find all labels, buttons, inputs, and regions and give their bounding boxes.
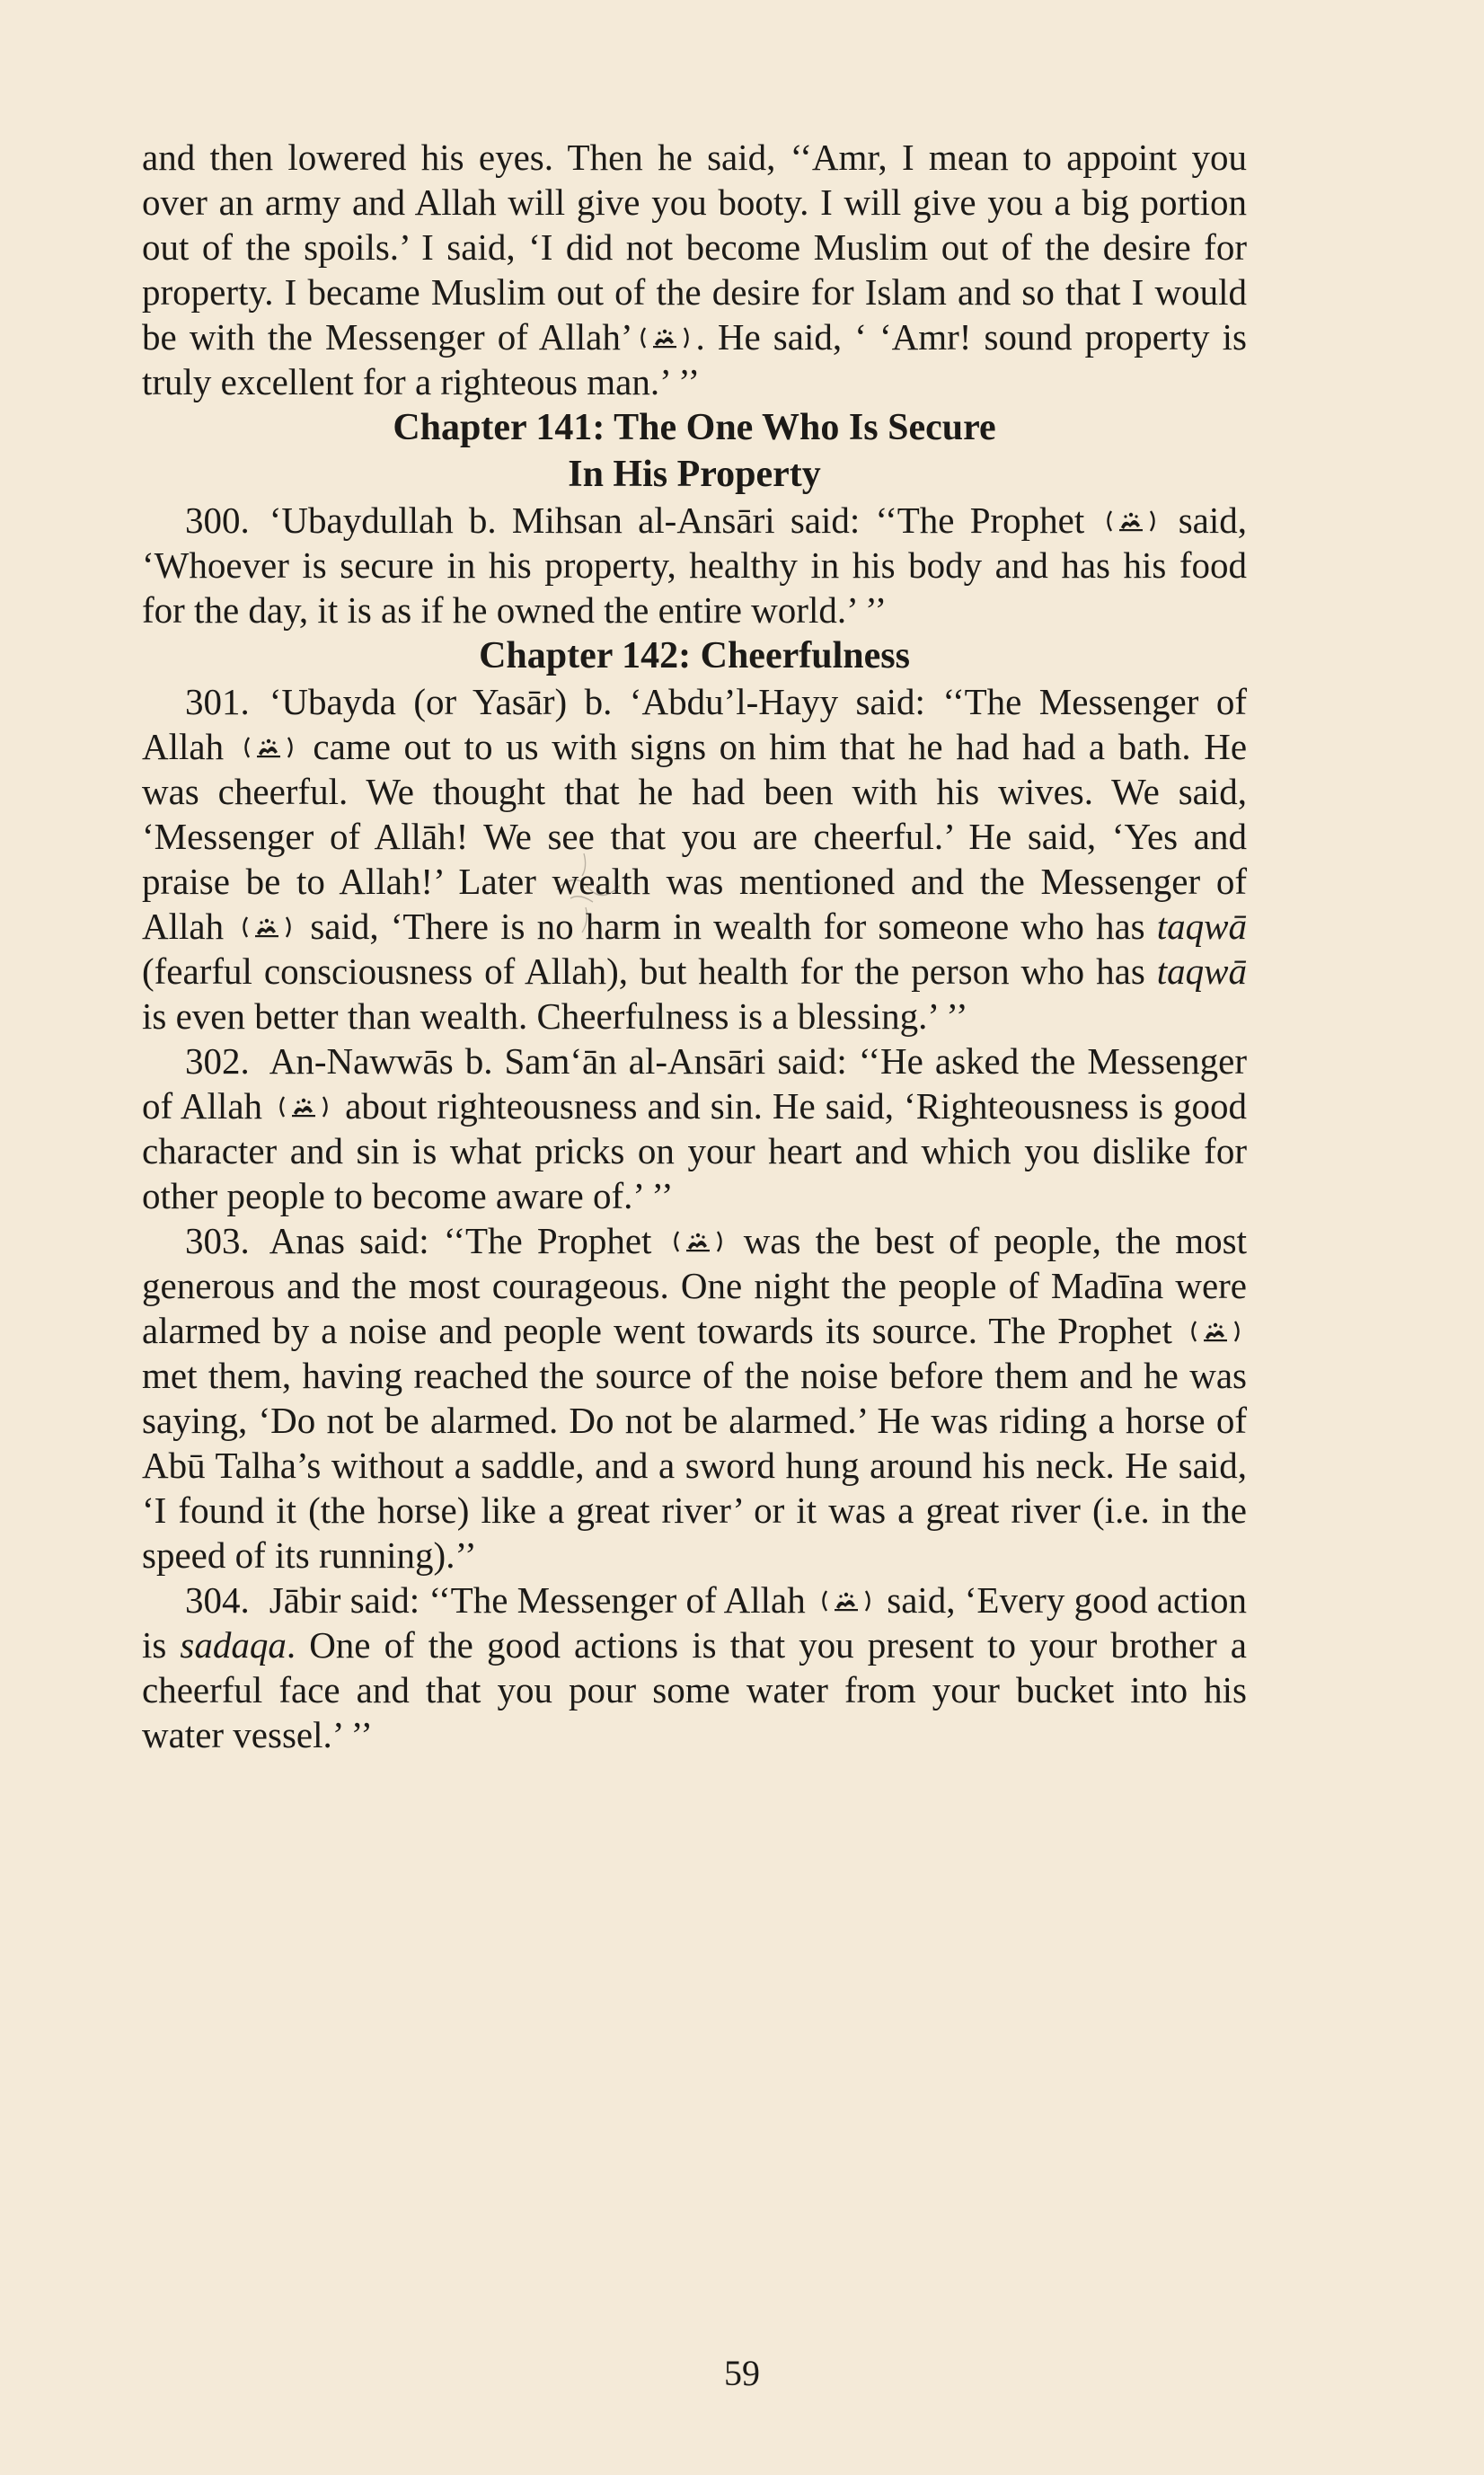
salutation-calligraphy-icon [239,912,295,942]
paragraph-continued [142,135,1247,404]
hadith-text: An-Nawwās b. Sam‘ān al-Ansāri said: ‘‘He asked the Messenger of Allah [142,1040,1247,1127]
chapter-141-line2: In His Property [568,454,821,495]
hadith-text: . One of the good actions is that you present to your brother a cheerful face and that you pour some water from your bucket into his water vessel.’ ’’ [142,1624,1247,1755]
salutation-calligraphy-icon [818,1586,874,1616]
hadith-number: 302. [185,1040,250,1082]
italic-term: sadaqa [180,1624,287,1666]
hadith-text: ‘Ubayda (or Yasār) b. ‘Abdu’l-Hayy said: ‘‘The Messenger of Allah [142,681,1247,767]
salutation-calligraphy-icon [1188,1316,1243,1347]
italic-term: taqwā [1156,950,1248,992]
hadith-text: about righteousness and sin. He said, ‘Righteousness is good character and sin is what pricks on your heart and which you dislike for other people to become aware of.’ ’’ [142,1085,1248,1216]
hadith-number: 301. [185,681,250,722]
hadith-text: said, ‘Every good action is [142,1579,1248,1666]
hadith-300 [142,498,1247,632]
hadith-text: Anas said: ‘‘The Prophet [269,1220,652,1261]
salutation-calligraphy-icon [241,732,296,763]
hadith-302 [142,1039,1247,1218]
salutation-calligraphy-icon [1103,506,1159,536]
hadith-text: came out to us with signs on him that he had had a bath. He was cheerful. We thought that he had been with his wives. We said, ‘Messenger of Allāh! We see that you are cheerful.’ He said, ‘Yes and praise be to Allah!’ Later wealth was mentioned and the Messenger of Allah [142,726,1248,947]
hadith-301 [142,679,1247,1039]
chapter-141-line1: Chapter 141: The One Who Is Secure [393,407,996,448]
chapter-142-heading [142,632,1247,679]
hadith-number: 304. [185,1579,250,1621]
hadith-number: 303. [185,1220,250,1261]
page-number: 59 [724,2353,760,2393]
salutation-calligraphy-icon [670,1226,726,1257]
salutation-calligraphy-icon [637,323,693,353]
hadith-text: was the best of people, the most generous and the most courageous. One night the people of Madīna were alarmed by a noise and people went towards its source. The Prophet [142,1220,1248,1351]
hadith-text: Jābir said: ‘‘The Messenger of Allah [269,1579,806,1621]
hadith-text: (fearful consciousness of Allah), but health for the person who has [142,950,1145,992]
italic-term: taqwā [1156,906,1248,947]
hadith-number: 300. [185,499,250,541]
chapter-141-heading [142,404,1247,498]
hadith-304 [142,1578,1247,1757]
hadith-text: said, ‘Whoever is secure in his property, healthy in his body and has his food for the day, it is as if he owned the entire world.’ ’’ [142,499,1247,631]
hadith-303 [142,1218,1247,1578]
chapter-142-title: Chapter 142: Cheerfulness [479,635,910,676]
hadith-text: ‘Ubaydullah b. Mihsan al-Ansāri said: ‘‘The Prophet [269,499,1085,541]
hadith-text: said, ‘There is no harm in wealth for someone who has [310,906,1145,947]
paragraph-text: and then lowered his eyes. Then he said, ‘‘Amr, I mean to appoint you over an army and Allah will give you booty. I will give you a big portion out of the spoils.’ I said, ‘I did not become Muslim out of the desire for property. I became Muslim out of the desire for Islam and so that I would be with the Messenger of Allah’ [142,137,1247,358]
hadith-text: met them, having reached the source of the noise before them and he was saying, ‘Do not be alarmed. Do not be alarmed.’ He was riding a horse of Abū Talha’s without a saddle, and a sword hung around his neck. He said, ‘I found it (the horse) like a great river’ or it was a great river (i.e. in the speed of its running).’’ [142,1355,1247,1576]
text-column [142,135,1247,1757]
hadith-text: is even better than wealth. Cheerfulness is a blessing.’ ’’ [142,995,968,1037]
salutation-calligraphy-icon [276,1092,331,1122]
paragraph-text-end: . He said, ‘ ‘Amr! sound property is truly excellent for a righteous man.’ ’’ [142,316,1247,402]
